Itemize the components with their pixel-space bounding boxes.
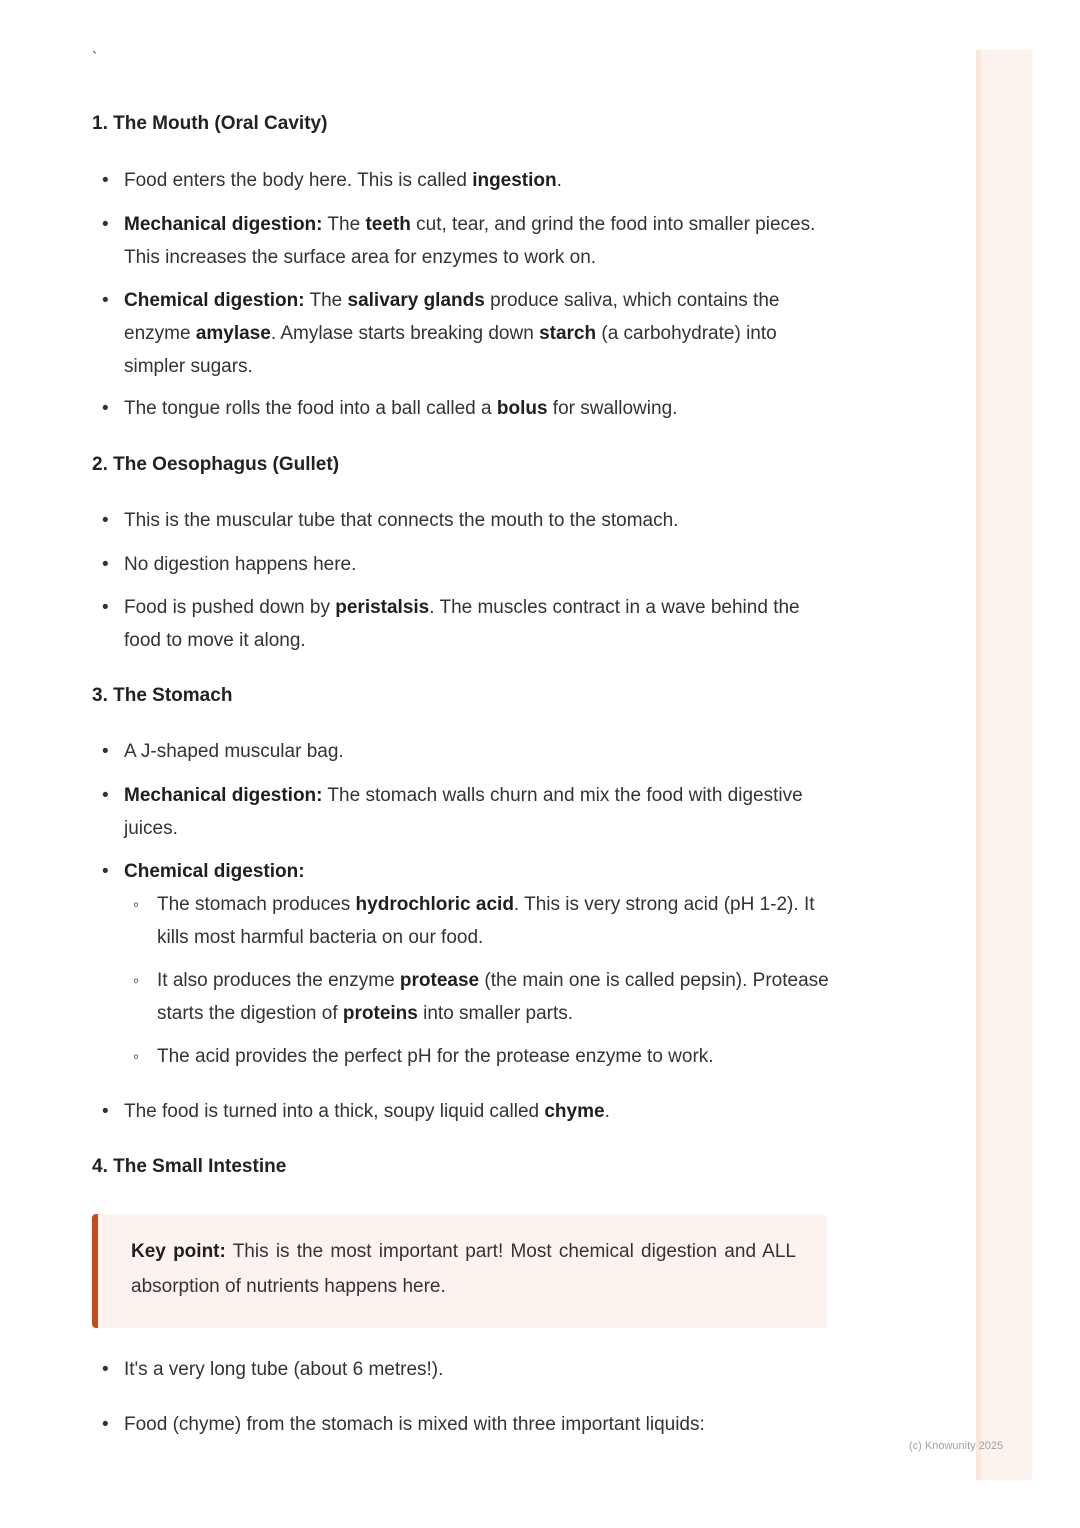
- list-item: • This is the muscular tube that connects the mouth to the stomach.: [124, 504, 834, 537]
- section-heading-mouth: 1. The Mouth (Oral Cavity): [92, 113, 328, 134]
- list-item: • Mechanical digestion: The stomach walls churn and mix the food with digestive juices.: [124, 779, 834, 845]
- section-heading-oesophagus: 2. The Oesophagus (Gullet): [92, 454, 340, 475]
- key-point-callout: [92, 1214, 827, 1328]
- margin-line: [976, 50, 981, 1480]
- tick-mark: `: [92, 50, 98, 67]
- copyright-footer: (c) Knowunity 2025: [909, 1440, 1004, 1452]
- list-item: • Food (chyme) from the stomach is mixed with three important liquids:: [124, 1408, 834, 1441]
- section-heading-stomach: 3. The Stomach: [92, 685, 233, 706]
- sub-list-item: ◦ The acid provides the perfect pH for the protease enzyme to work.: [157, 1040, 837, 1073]
- list-item: • Food enters the body here. This is called ingestion.: [124, 164, 834, 197]
- list-item: • Chemical digestion:: [124, 855, 834, 888]
- right-margin-panel: [976, 50, 1032, 1480]
- list-item: • The food is turned into a thick, soupy liquid called chyme.: [124, 1095, 834, 1128]
- list-item: • Food is pushed down by peristalsis. The muscles contract in a wave behind the food to move it along.: [124, 591, 834, 657]
- list-item: • The tongue rolls the food into a ball called a bolus for swallowing.: [124, 392, 834, 425]
- sub-list-item: ◦ It also produces the enzyme protease (the main one is called pepsin). Protease starts the digestion of proteins into smaller parts.: [157, 964, 837, 1030]
- section-heading-small-intestine: 4. The Small Intestine: [92, 1156, 287, 1177]
- callout-text: Key point: This is the most important part! Most chemical digestion and ALL absorption of nutrients happens here.: [131, 1241, 796, 1297]
- sub-list-item: ◦ The stomach produces hydrochloric acid. This is very strong acid (pH 1-2). It kills most harmful bacteria on our food.: [157, 888, 837, 954]
- list-item: • Chemical digestion: The salivary glands produce saliva, which contains the enzyme amylase. Amylase starts breaking down starch (a carbohydrate) into simpler sugars.: [124, 284, 834, 383]
- list-item: • It's a very long tube (about 6 metres!).: [124, 1353, 834, 1386]
- list-item: • Mechanical digestion: The teeth cut, tear, and grind the food into smaller pieces. This increases the surface area for enzymes to work on.: [124, 208, 834, 274]
- list-item: • A J-shaped muscular bag.: [124, 735, 834, 768]
- list-item: • No digestion happens here.: [124, 548, 834, 581]
